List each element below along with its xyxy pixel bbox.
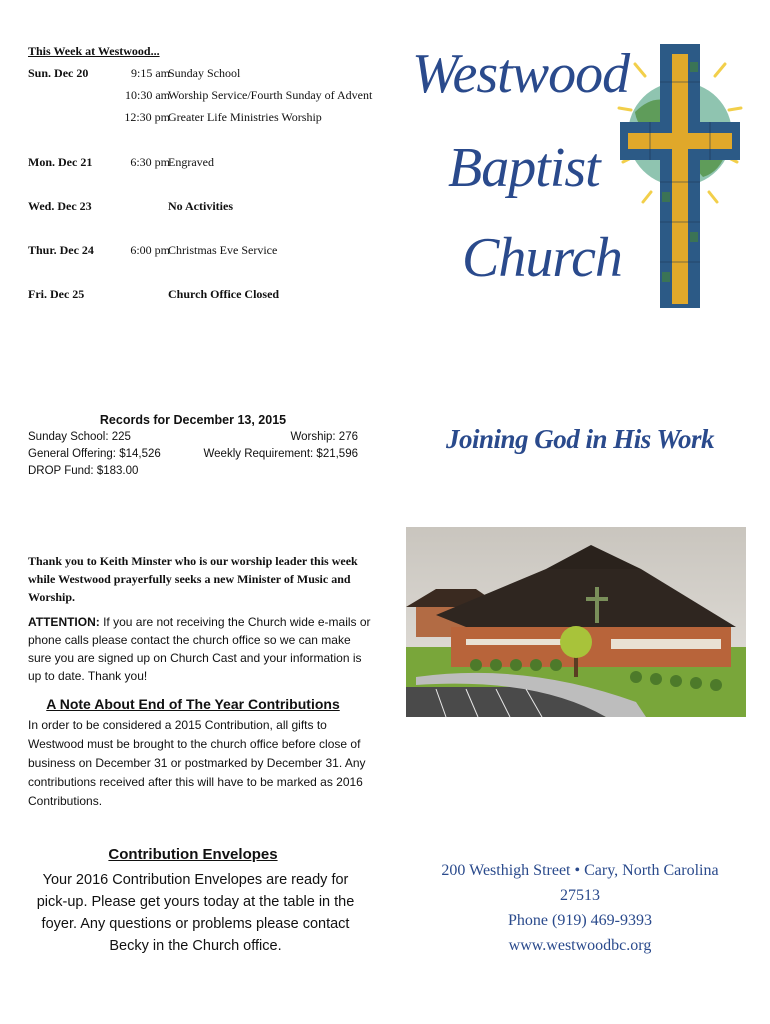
sunday-school-count: Sunday School: 225 bbox=[28, 431, 131, 443]
church-building-rendering bbox=[406, 527, 746, 717]
schedule-time: 9:15 am bbox=[131, 66, 170, 80]
schedule-time: 6:00 pm bbox=[130, 243, 170, 257]
schedule-event: No Activities bbox=[168, 199, 233, 213]
website-link[interactable]: www.westwoodbc.org bbox=[508, 937, 652, 954]
schedule-event: Sunday School bbox=[168, 66, 241, 80]
weekly-requirement: Weekly Requirement: $21,596 bbox=[203, 448, 358, 460]
drop-fund: DROP Fund: $183.00 bbox=[28, 465, 139, 477]
attention-label: ATTENTION: bbox=[28, 615, 100, 629]
stained-glass-cross-icon bbox=[615, 42, 745, 310]
schedule-time: 12:30 pm bbox=[124, 110, 170, 124]
schedule-day: Thur. Dec 24 bbox=[28, 243, 94, 257]
church-name-line2: Baptist bbox=[448, 137, 600, 199]
schedule-time: 10:30 am bbox=[125, 88, 170, 102]
schedule-day: Sun. Dec 20 bbox=[28, 66, 89, 80]
envelopes-heading: Contribution Envelopes bbox=[108, 846, 278, 863]
schedule-row bbox=[28, 110, 388, 128]
worship-count: Worship: 276 bbox=[290, 431, 358, 443]
note-heading: A Note About End of The Year Contributions bbox=[46, 696, 340, 712]
schedule-event: Christmas Eve Service bbox=[168, 243, 278, 257]
schedule-event: Greater Life Ministries Worship bbox=[168, 110, 322, 124]
contact-block bbox=[420, 858, 740, 958]
church-name-line3: Church bbox=[462, 227, 622, 289]
schedule-day: Fri. Dec 25 bbox=[28, 287, 85, 301]
phone: Phone (919) 469-9393 bbox=[508, 912, 652, 929]
records-title: Records for December 13, 2015 bbox=[99, 413, 287, 427]
general-offering: General Offering: $14,526 bbox=[28, 448, 161, 460]
schedule-row bbox=[28, 243, 388, 261]
schedule-day: Wed. Dec 23 bbox=[28, 199, 92, 213]
schedule-event: Church Office Closed bbox=[168, 287, 280, 301]
schedule-row bbox=[28, 88, 388, 106]
note-paragraph: In order to be considered a 2015 Contribution, all gifts to Westwood must be brought to the church office before close of business on December 31 or postmarked by December 31. Any contributions received after this will have to be marked as 2016 Contributions. bbox=[28, 718, 366, 808]
schedule-row bbox=[28, 155, 388, 173]
schedule-time: 6:30 pm bbox=[130, 155, 170, 169]
schedule-title: This Week at Westwood... bbox=[28, 44, 160, 58]
records-section bbox=[28, 413, 358, 482]
schedule-day: Mon. Dec 21 bbox=[28, 155, 93, 169]
church-name-line1: Westwood bbox=[412, 43, 630, 105]
address: 200 Westhigh Street • Cary, North Carolina 27513 bbox=[441, 862, 719, 904]
attention-paragraph bbox=[28, 613, 373, 685]
attention-text: If you are not receiving the Church wide e-mails or phone calls please contact the church office so we can make sure you are signed up on Church Cast and your information is up to date. Thank you! bbox=[28, 615, 371, 683]
tagline: Joining God in His Work bbox=[445, 424, 715, 454]
schedule-row bbox=[28, 66, 388, 84]
schedule-row bbox=[28, 199, 388, 217]
thanks-paragraph: Thank you to Keith Minster who is our worship leader this week while Westwood prayerfully seeks a new Minister of Music and Worship. bbox=[28, 554, 358, 604]
envelopes-paragraph: Your 2016 Contribution Envelopes are ready for pick-up. Please get yours today at the table in the foyer. Any questions or problems please contact Becky in the Church office. bbox=[36, 872, 355, 954]
schedule-event: Engraved bbox=[168, 155, 214, 169]
schedule-event: Worship Service/Fourth Sunday of Advent bbox=[168, 88, 373, 102]
schedule-row bbox=[28, 287, 388, 305]
